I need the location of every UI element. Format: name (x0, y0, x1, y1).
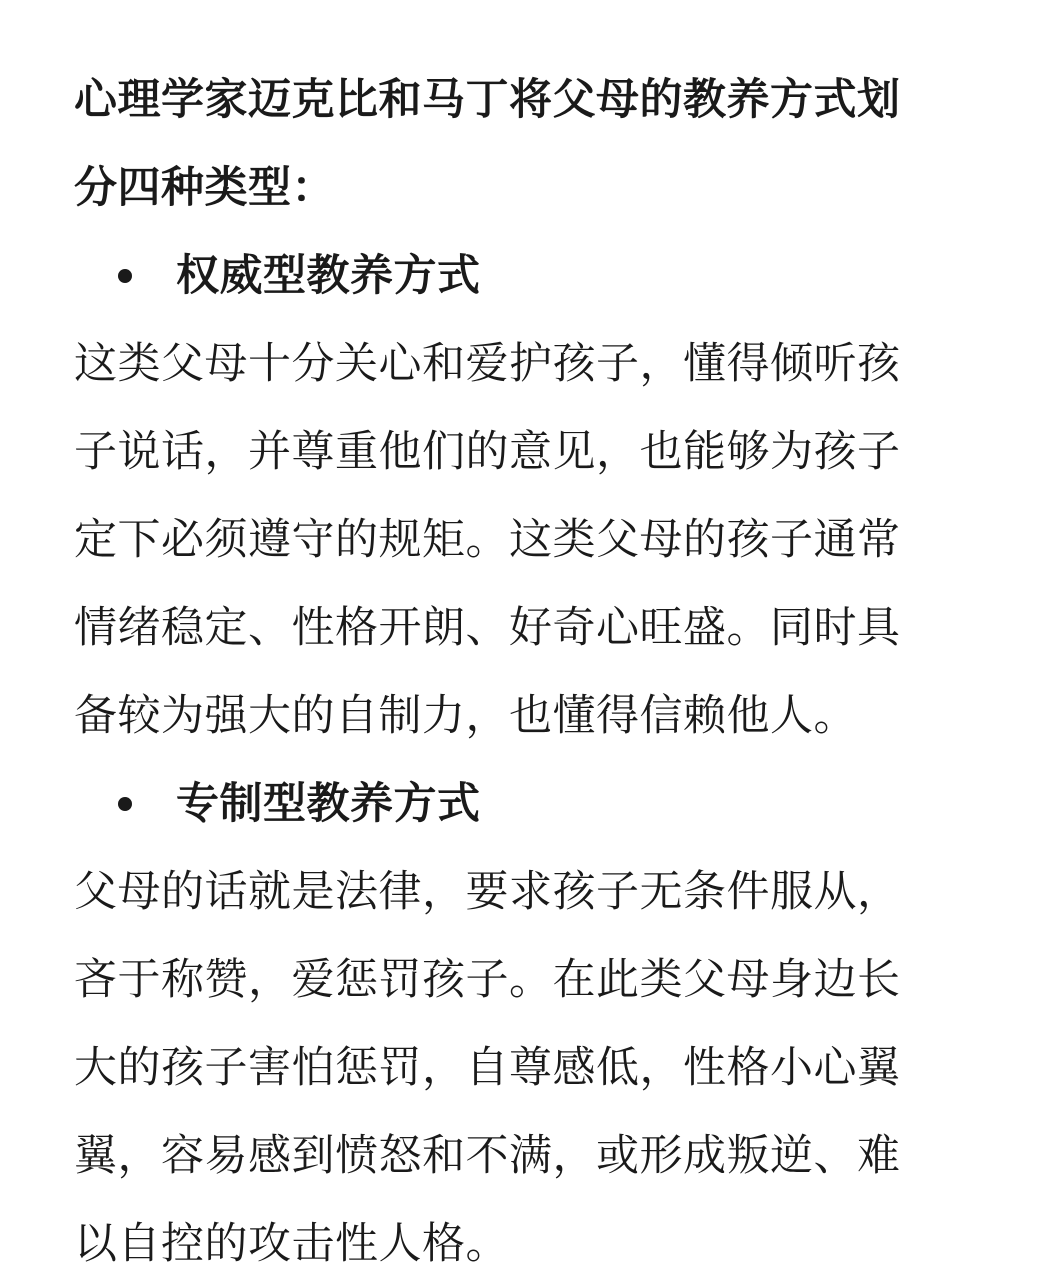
paragraph-line: 情绪稳定、性格开朗、好奇心旺盛。同时具 (74, 603, 901, 653)
paragraph-line: 定下必须遵守的规矩。这类父母的孩子通常 (74, 515, 901, 565)
paragraph-line: 吝于称赞，爱惩罚孩子。在此类父母身边长 (74, 955, 901, 1005)
paragraph-line: 备较为强大的自制力，也懂得信赖他人。 (74, 691, 857, 741)
article-body (74, 56, 989, 1288)
paragraph-line: 这类父母十分关心和爱护孩子，懂得倾听孩 (74, 339, 901, 389)
section-heading-text: 专制型教养方式 (176, 779, 481, 829)
paragraph-line: 翼，容易感到愤怒和不满，或形成叛逆、难 (74, 1131, 901, 1181)
section-authoritarian (74, 760, 989, 1288)
intro-line: 分四种类型： (74, 163, 335, 213)
section-authoritative (74, 232, 989, 760)
bullet-icon (118, 797, 132, 811)
intro-line: 心理学家迈克比和马丁将父母的教养方式划 (74, 75, 901, 125)
bullet-icon (118, 269, 132, 283)
section-heading-text: 权威型教养方式 (176, 251, 481, 301)
paragraph-line: 以自控的攻击性人格。 (74, 1219, 509, 1269)
intro-paragraph (74, 56, 989, 232)
paragraph-line: 父母的话就是法律，要求孩子无条件服从， (74, 867, 901, 917)
paragraph-line: 子说话，并尊重他们的意见，也能够为孩子 (74, 427, 901, 477)
section-heading (74, 232, 989, 320)
section-heading (74, 760, 989, 848)
paragraph-line: 大的孩子害怕惩罚，自尊感低，性格小心翼 (74, 1043, 901, 1093)
